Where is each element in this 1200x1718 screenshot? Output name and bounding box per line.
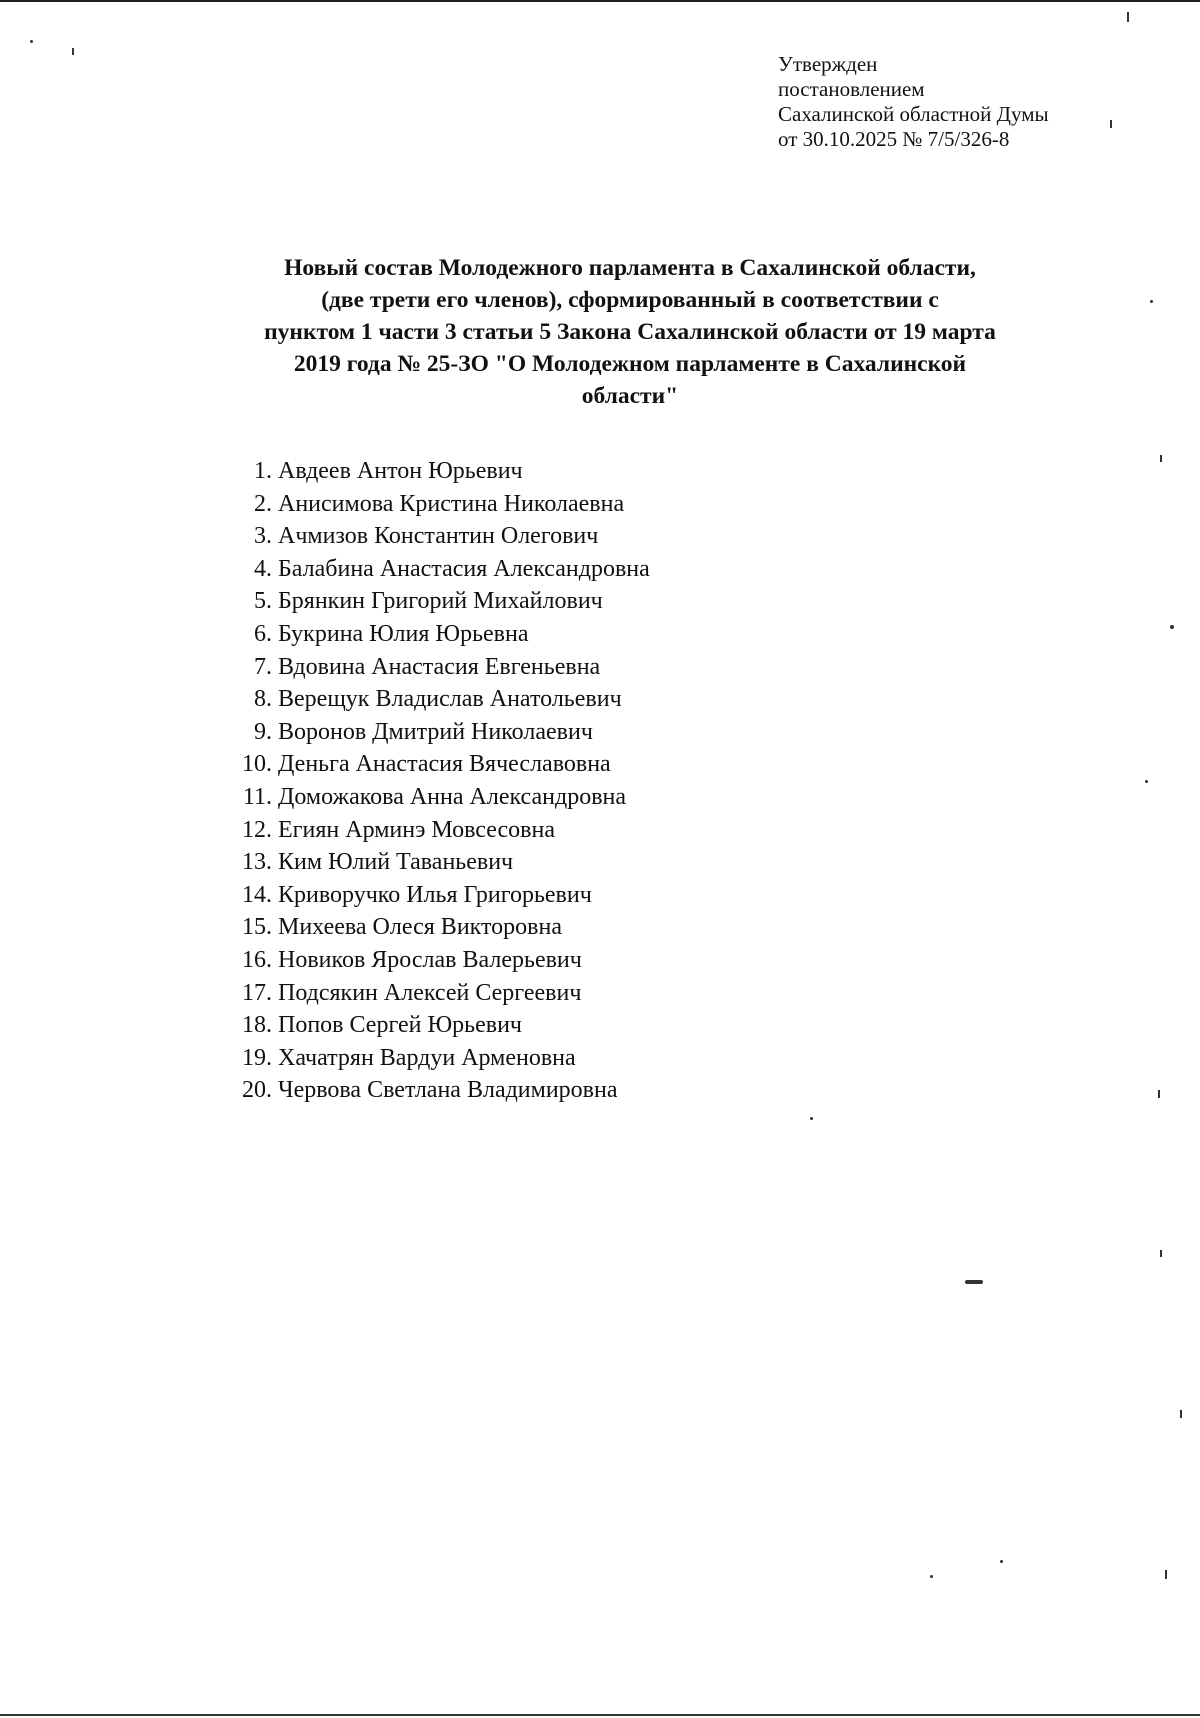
member-name: Червова Светлана Владимировна <box>278 1077 618 1104</box>
scan-speck <box>930 1575 933 1578</box>
scan-speck <box>1170 625 1174 629</box>
approval-line: Утвержден <box>778 52 878 76</box>
member-name: Воронов Дмитрий Николаевич <box>278 718 593 745</box>
member-name: Брянкин Григорий Михайлович <box>278 588 603 615</box>
document-title <box>160 252 1100 412</box>
member-name: Попов Сергей Юрьевич <box>278 1012 522 1039</box>
member-name: Верещук Владислав Анатольевич <box>278 686 622 713</box>
list-item <box>232 553 650 586</box>
list-item <box>232 716 650 749</box>
item-number: 8. <box>254 686 272 713</box>
item-number: 14. <box>242 881 272 908</box>
item-number: 2. <box>254 490 272 517</box>
scan-speck <box>1160 1250 1162 1257</box>
item-number: 3. <box>254 523 272 550</box>
item-number: 20. <box>242 1077 272 1104</box>
list-item <box>232 748 650 781</box>
member-name: Егиян Арминэ Мовсесовна <box>278 816 555 843</box>
list-item <box>232 846 650 879</box>
item-number: 19. <box>242 1044 272 1071</box>
scan-speck <box>72 48 74 55</box>
list-item <box>232 814 650 847</box>
scan-speck <box>1150 300 1153 303</box>
scan-speck <box>810 1117 813 1120</box>
list-item <box>232 651 650 684</box>
list-item <box>232 879 650 912</box>
title-line: (две трети его членов), сформированный в соответствии с <box>321 287 939 313</box>
scan-speck <box>1160 455 1162 462</box>
list-item <box>232 585 650 618</box>
members-list <box>232 455 650 1107</box>
title-line: 2019 года № 25-ЗО "О Молодежном парламенте в Сахалинской <box>293 351 967 377</box>
list-item <box>232 781 650 814</box>
member-name: Криворучко Илья Григорьевич <box>278 881 592 908</box>
title-line: пунктом 1 части 3 статьи 5 Закона Сахалинской области от 19 марта <box>264 319 996 345</box>
list-item <box>232 1074 650 1107</box>
list-item <box>232 520 650 553</box>
scan-speck <box>1158 1090 1160 1098</box>
list-item <box>232 911 650 944</box>
scan-speck <box>1000 1560 1003 1563</box>
list-item <box>232 944 650 977</box>
approval-line: от 30.10.2025 № 7/5/326-8 <box>778 127 1010 151</box>
member-name: Ким Юлий Таваньевич <box>278 849 514 876</box>
scan-speck <box>1180 1410 1182 1418</box>
list-item <box>232 683 650 716</box>
scan-speck <box>1145 780 1148 783</box>
member-name: Новиков Ярослав Валерьевич <box>278 946 582 973</box>
title-line: области" <box>581 383 679 409</box>
list-item <box>232 488 650 521</box>
item-number: 4. <box>254 555 272 582</box>
scan-speck <box>1127 12 1129 22</box>
approval-line: постановлением <box>778 77 925 101</box>
list-item <box>232 455 650 488</box>
item-number: 6. <box>254 620 272 647</box>
member-name: Вдовина Анастасия Евгеньевна <box>278 653 601 680</box>
scan-speck <box>30 40 33 43</box>
item-number: 12. <box>242 816 272 843</box>
list-item <box>232 1009 650 1042</box>
item-number: 13. <box>242 849 272 876</box>
item-number: 16. <box>242 946 272 973</box>
item-number: 15. <box>242 914 272 941</box>
title-line: Новый состав Молодежного парламента в Сахалинской области, <box>284 255 976 281</box>
member-name: Деньга Анастасия Вячеславовна <box>278 751 611 778</box>
member-name: Авдеев Антон Юрьевич <box>278 458 523 484</box>
scan-edge-bottom <box>0 1714 1200 1716</box>
item-number: 11. <box>242 783 272 810</box>
item-number: 10. <box>242 751 272 778</box>
member-name: Балабина Анастасия Александровна <box>278 555 650 582</box>
member-name: Михеева Олеся Викторовна <box>278 914 563 941</box>
scan-edge-top <box>0 0 1200 2</box>
list-item <box>232 1042 650 1075</box>
item-number: 7. <box>254 653 272 680</box>
member-name: Ачмизов Константин Олегович <box>278 523 599 550</box>
member-name: Хачатрян Вардуи Арменовна <box>278 1044 576 1071</box>
list-item <box>232 977 650 1010</box>
member-name: Букрина Юлия Юрьевна <box>278 620 529 647</box>
item-number: 1. <box>254 458 272 484</box>
approval-stamp-block <box>778 52 1108 152</box>
item-number: 17. <box>242 979 272 1006</box>
item-number: 18. <box>242 1012 272 1039</box>
member-name: Подсякин Алексей Сергеевич <box>278 979 582 1006</box>
scan-speck <box>1165 1570 1167 1579</box>
scan-speck <box>1110 120 1112 128</box>
scan-speck <box>965 1280 983 1284</box>
member-name: Доможакова Анна Александровна <box>278 783 627 810</box>
item-number: 5. <box>254 588 272 615</box>
member-name: Анисимова Кристина Николаевна <box>278 490 625 517</box>
approval-line: Сахалинской областной Думы <box>778 102 1049 126</box>
list-item <box>232 618 650 651</box>
item-number: 9. <box>254 718 272 745</box>
